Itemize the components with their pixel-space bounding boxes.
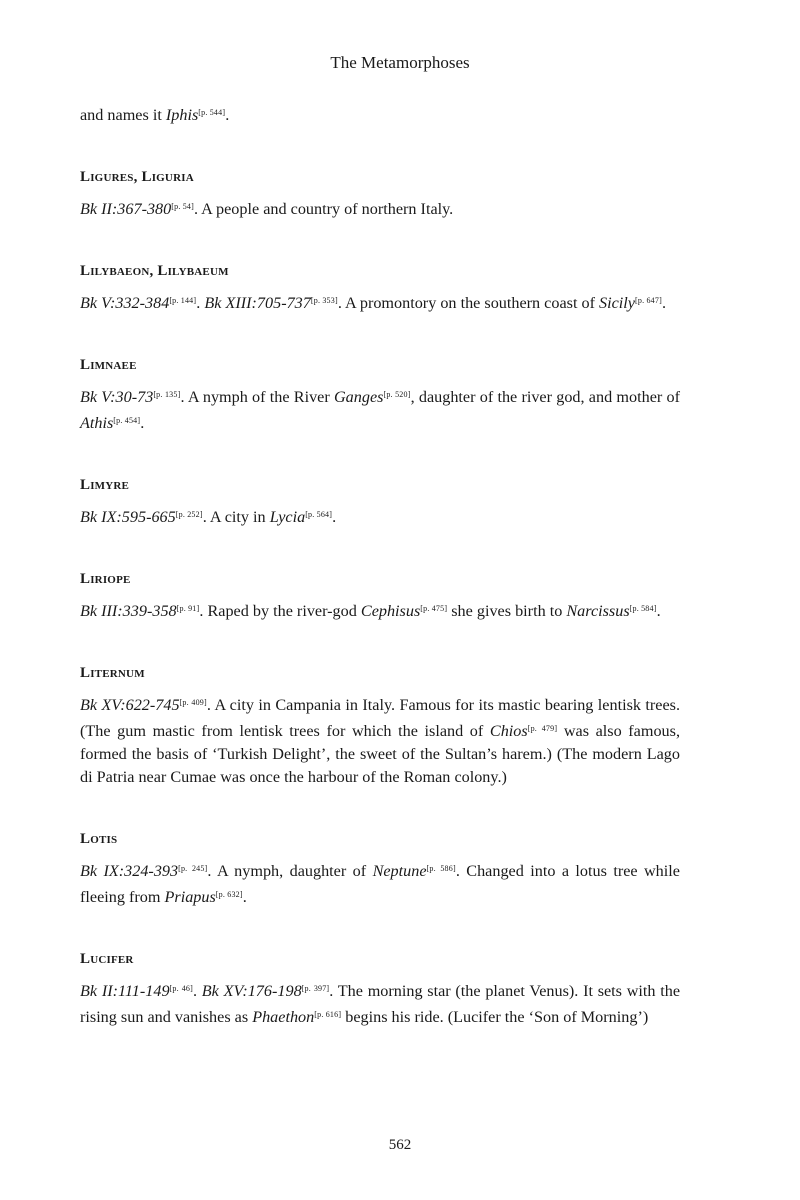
entry-heading: Ligures, Liguria: [80, 169, 194, 185]
entry-liternum: [80, 663, 680, 789]
page-reference: [p. 647]: [635, 296, 662, 305]
entry-limyre: [80, 475, 680, 529]
body-text: . A city in: [202, 508, 270, 526]
italic-term: Bk V:30-73: [80, 388, 154, 406]
page-reference: [p. 245]: [178, 864, 208, 873]
italic-term: Narcissus: [566, 602, 630, 620]
entry-limnaee: [80, 355, 680, 435]
entry-body: [80, 383, 680, 435]
body-text: she gives birth to: [447, 602, 567, 620]
page-reference: [p. 91]: [176, 604, 200, 613]
entry-ligures: [80, 167, 680, 221]
entry-lilybaeon: [80, 261, 680, 315]
italic-term: Iphis: [165, 106, 199, 124]
body-text: . The morning star (the planet Venus). It sets with the rising sun and vanishes as: [80, 982, 681, 1026]
entry-body: [80, 691, 680, 789]
body-text: .: [196, 294, 205, 312]
page-reference: [p. 544]: [198, 108, 226, 117]
italic-term: Athis: [80, 414, 114, 432]
continued-paragraph: [80, 101, 680, 127]
italic-term: Bk IX:324-393: [80, 862, 179, 880]
page-reference: [p. 520]: [383, 390, 411, 399]
entry-body: [80, 857, 680, 909]
page-reference: [p. 586]: [426, 864, 456, 873]
page-reference: [p. 584]: [629, 604, 657, 613]
entry-body: [80, 977, 680, 1029]
page-reference: [p. 252]: [175, 510, 203, 519]
entry-heading: Lotis: [80, 831, 118, 847]
page-reference: [p. 475]: [420, 604, 448, 613]
entry-heading: Lilybaeon, Lilybaeum: [80, 263, 229, 279]
page-reference: [p. 564]: [305, 510, 333, 519]
glossary-content: [80, 101, 680, 1029]
body-text: . A nymph, daughter of: [207, 862, 373, 880]
entry-body: [80, 597, 680, 623]
body-text: begins his ride. (Lucifer the ‘Son of Morning’): [341, 1008, 649, 1026]
entry-heading: Limnaee: [80, 357, 137, 373]
italic-term: Bk XV:176-198: [201, 982, 302, 1000]
italic-term: Bk V:332-384: [80, 294, 170, 312]
entry-heading: Limyre: [80, 477, 130, 493]
body-text: .: [140, 414, 145, 432]
body-text: . Raped by the river-god: [199, 602, 361, 620]
body-text: . A city in Campania in Italy. Famous for its mastic bearing lentisk trees. (The gum mastic from lentisk trees for which the island of: [80, 696, 680, 740]
page-reference: [p. 616]: [314, 1010, 342, 1019]
body-text: and names it: [80, 106, 166, 124]
page-reference: [p. 54]: [171, 202, 194, 211]
italic-term: Lycia: [269, 508, 306, 526]
body-text: .: [661, 294, 666, 312]
page-reference: [p. 409]: [179, 698, 207, 707]
running-head: The Metamorphoses: [330, 53, 470, 72]
italic-term: Bk IX:595-665: [80, 508, 176, 526]
body-text: . A promontory on the southern coast of: [337, 294, 600, 312]
page-reference: [p. 353]: [310, 296, 338, 305]
italic-term: Bk II:367-380: [80, 200, 172, 218]
entry-body: [80, 289, 680, 315]
italic-term: Chios: [489, 722, 528, 740]
page-reference: [p. 135]: [153, 390, 181, 399]
page-reference: [p. 479]: [527, 724, 558, 733]
body-text: .: [656, 602, 661, 620]
entry-lucifer: [80, 949, 680, 1029]
body-text: . A people and country of northern Italy.: [193, 200, 454, 218]
italic-term: Ganges: [333, 388, 384, 406]
italic-term: Bk III:339-358: [80, 602, 177, 620]
page-reference: [p. 144]: [169, 296, 197, 305]
italic-term: Bk XIII:705-737: [204, 294, 311, 312]
italic-term: Bk II:111-149: [80, 982, 170, 1000]
body-text: . A nymph of the River: [180, 388, 334, 406]
body-text: .: [192, 982, 202, 1000]
body-text: .: [332, 508, 337, 526]
italic-term: Sicily: [599, 294, 635, 312]
entry-heading: Lucifer: [80, 951, 134, 967]
italic-term: Priapus: [164, 888, 216, 906]
body-text: , daughter of the river god, and mother of: [410, 388, 680, 406]
entry-liriope: [80, 569, 680, 623]
entry-lotis: [80, 829, 680, 909]
body-text: . Changed into a lotus tree while fleeing from: [80, 862, 680, 906]
italic-term: Neptune: [372, 862, 427, 880]
body-text: was also famous, formed the basis of ‘Turkish Delight’, the sweet of the Sultan’s harem.) (The modern Lago di Patria near Cumae was once the harbour of the Roman colony.): [80, 722, 680, 786]
italic-term: Phaethon: [252, 1008, 315, 1026]
entry-heading: Liriope: [80, 571, 131, 587]
italic-term: Cephisus: [360, 602, 421, 620]
italic-term: Bk XV:622-745: [80, 696, 180, 714]
page-reference: [p. 397]: [301, 984, 330, 993]
page-reference: [p. 632]: [215, 890, 243, 899]
body-text: .: [225, 106, 230, 124]
page-reference: [p. 46]: [169, 984, 193, 993]
entry-body: [80, 503, 680, 529]
body-text: .: [242, 888, 247, 906]
entry-heading: Liternum: [80, 665, 145, 681]
page-reference: [p. 454]: [113, 416, 141, 425]
entry-body: [80, 195, 680, 221]
page-number: 562: [388, 1137, 412, 1153]
